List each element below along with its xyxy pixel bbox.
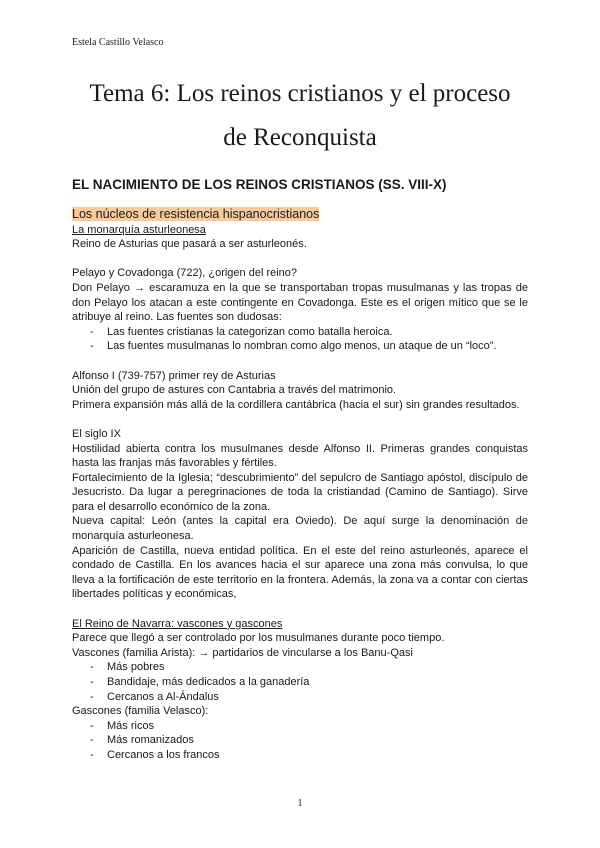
pelayo-list bbox=[72, 325, 528, 354]
list-item: - Cercanos a los francos bbox=[72, 748, 528, 763]
siglo-paragraph-2: Fortalecimiento de la Iglesia; “descubrimiento” del sepulcro de Santiago apóstol, discípulo de Jesucristo. Da lugar a peregrinaciones de toda la cristiandad (Camino de Santiago). Sirve para el desarrollo económico de la zona. bbox=[72, 471, 528, 513]
alfonso-line-1: Unión del grupo de astures con Cantabria a través del matrimonio. bbox=[72, 384, 397, 397]
subsection-heading: Los núcleos de resistencia hispanocristianos bbox=[72, 207, 320, 221]
title-line-2: de Reconquista bbox=[223, 124, 377, 151]
monarquia-intro: Reino de Asturias que pasará a ser asturleonés. bbox=[72, 238, 307, 251]
gascones-heading: Gascones (familia Velasco): bbox=[72, 705, 209, 718]
siglo-paragraph-4: Aparición de Castilla, nueva entidad política. En el este del reino asturleonés, aparece el condado de Castilla. En los avances hacia el sur aparece una zona más convulsa, lo que lleva a la fortificación de este territorio en la frontera. Además, la zona va a contar con ciertas libertades políticas y económicas, bbox=[72, 544, 528, 601]
list-item: - Más romanizados bbox=[72, 733, 528, 748]
document-body bbox=[72, 207, 528, 763]
list-item: - Las fuentes musulmanas lo nombran como algo menos, un ataque de un “loco”. bbox=[72, 339, 528, 354]
list-item: - Más pobres bbox=[72, 660, 528, 675]
list-item: - Las fuentes cristianas la categorizan como batalla heroica. bbox=[72, 325, 528, 340]
gascones-list bbox=[72, 719, 528, 763]
document-author: Estela Castillo Velasco bbox=[72, 37, 164, 48]
pelayo-text: Don Pelayo → escaramuza en la que se transportaban tropas musulmanas y las tropas de don Pelayo los atacan a este contingente en Covadonga. Este es el origen mítico que se le atribuye al reino. Las fuentes son dudosas: bbox=[72, 281, 528, 324]
navarra-intro: Parece que llegó a ser controlado por los musulmanes durante poco tiempo. bbox=[72, 632, 445, 645]
vascones-list bbox=[72, 660, 528, 704]
siglo-heading: El siglo IX bbox=[72, 427, 121, 440]
section-title: EL NACIMIENTO DE LOS REINOS CRISTIANOS (SS. VIII-X) bbox=[72, 177, 447, 192]
list-item: - Cercanos a Al-Ándalus bbox=[72, 690, 528, 705]
navarra-heading: El Reino de Navarra: vascones y gascones bbox=[72, 617, 283, 630]
siglo-paragraph-3: Nueva capital: León (antes la capital era Oviedo). De aquí surge la denominación de monarquía asturleonesa. bbox=[72, 515, 528, 543]
siglo-paragraph-1: Hostilidad abierta contra los musulmanes desde Alfonso II. Primeras grandes conquistas hasta las franjas más favorables y fértiles. bbox=[72, 442, 528, 470]
title-line-1: Tema 6: Los reinos cristianos y el proceso bbox=[89, 80, 511, 107]
alfonso-line-2: Primera expansión más allá de la cordillera cantábrica (hacia el sur) sin grandes resultados. bbox=[72, 398, 520, 411]
page-number: 1 bbox=[297, 798, 303, 809]
list-item: - Bandidaje, más dedicados a la ganadería bbox=[72, 675, 528, 690]
vascones-heading: Vascones (familia Arista): → partidarios de vincularse a los Banu-Qasi bbox=[72, 646, 413, 659]
page-title bbox=[60, 72, 540, 160]
monarquia-heading: La monarquía asturleonesa bbox=[72, 223, 206, 236]
pelayo-heading: Pelayo y Covadonga (722), ¿origen del reino? bbox=[72, 267, 298, 280]
alfonso-heading: Alfonso I (739-757) primer rey de Asturias bbox=[72, 369, 276, 382]
list-item: - Más ricos bbox=[72, 719, 528, 734]
